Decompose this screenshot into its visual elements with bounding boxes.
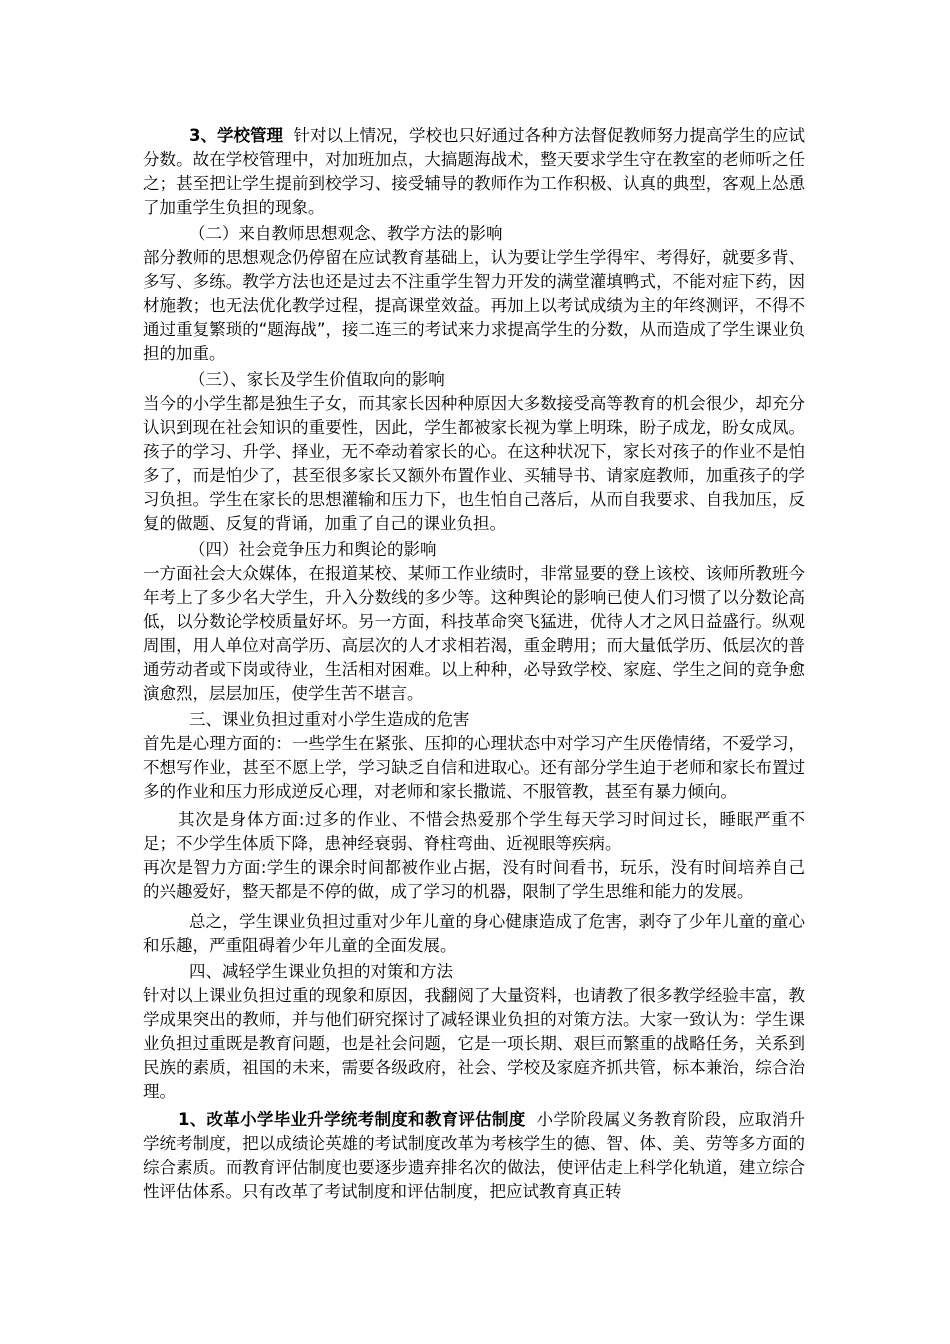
paragraph-text: 针对以上情况，学校也只好通过各种方法督促教师努力提高学生的应试分数。故在学校管理中，对加班加点，大搞题海战术，整天要求学生守在教室的老师听之任之；甚至把让学生提前到校学习、接受辅导的教师作为工作积极、认真的典型，客观上怂恿了加重学生负担的现象。 <box>143 126 805 217</box>
paragraph-countermeasures: 针对以上课业负担过重的现象和原因，我翻阅了大量资料，也请教了很多教学经验丰富，教学成果突出的教师，并与他们研究探讨了减轻课业负担的对策方法。大家一致认为：学生课业负担过重既是教育问题，也是社会问题，它是一项长期、艰巨而繁重的战略任务，关系到民族的素质，祖国的未来，需要各级政府，社会、学校及家庭齐抓共管，标本兼治，综合治理。 <box>143 986 805 1101</box>
section-heading-teacher-influence: （二）来自教师思想观念、教学方法的影响 <box>189 224 503 243</box>
paragraph-teacher-influence: 部分教师的思想观念仍停留在应试教育基础上，认为要让学生学得牢、考得好，就要多背、多写、多练。教学方法也还是过去不注重学生智力开发的满堂灌填鸭式，不能对症下药，因材施教；也无法优化教学过程，提高课堂效益。再加上以考试成绩为主的年终测评，不得不通过重复繁琐的“题海战”，接二连三的考试来力求提高学生的分数，从而造成了学生课业负担的加重。 <box>143 248 805 363</box>
document-body <box>143 124 805 1204</box>
paragraph-social-pressure: 一方面社会大众媒体，在报道某校、某师工作业绩时，非常显要的登上该校、该师所教班今年考上了多少名大学生，升入分数线的多少等。这种舆论的影响已使人们习惯了以分数论高低，以分数论学校质量好坏。另一方面，科技革命突飞猛进，优待人才之风日益盛行。纵观周围，用人单位对高学历、高层次的人才求相若渴，重金聘用；而大量低学历、低层次的普通劳动者或下岗或待业，生活相对困难。以上种种，必导致学校、家庭、学生之间的竞争愈演愈烈，层层加压，使学生苦不堪言。 <box>143 564 805 703</box>
subheading-exam-reform: 1、改革小学毕业升学统考制度和教育评估制度 <box>178 1110 526 1129</box>
paragraph-text: 小学阶段属义务教育阶段，应取消升学统考制度，把以成绩论英雄的考试制度改革为考核学生的德、智、体、美、劳等多方面的综合素质。而教育评估制度也要逐步遗弃排名次的做法，使评估走上科学化轨道，建立综合性评估体系。只有改革了考试制度和评估制度，把应试教育真正转 <box>143 1110 806 1201</box>
paragraph-psychological-harm: 首先是心理方面的：一些学生在紧张、压抑的心理状态中对学习产生厌倦情绪，不爱学习，不想写作业，甚至不愿上学，学习缺乏自信和进取心。还有部分学生迫于老师和家长布置过多的作业和压力形成逆反心理，对老师和家长撒谎、不服管教，甚至有暴力倾向。 <box>143 734 805 801</box>
paragraph-summary: 总之，学生课业负担过重对少年儿童的身心健康造成了危害，剥夺了少年儿童的童心和乐趣，严重阻碍着少年儿童的全面发展。 <box>143 912 805 955</box>
paragraph-school-management <box>143 124 805 220</box>
section-heading-parent-influence: （三）、家长及学生价值取向的影响 <box>189 370 445 389</box>
paragraph-parent-influence: 当今的小学生都是独生子女，而其家长因种种原因大多数接受高等教育的机会很少，却充分认识到现在社会知识的重要性，因此，学生都被家长视为掌上明珠，盼子成龙，盼女成凤。孩子的学习、升学、择业，无不牵动着家长的心。在这种状况下，家长对孩子的作业不是怕多了，而是怕少了，甚至很多家长又额外布置作业、买辅导书、请家庭教师，加重孩子的学习负担。学生在家长的思想灌输和压力下，也生怕自己落后，从而自我要求、自我加压，反复的做题、反复的背诵，加重了自己的课业负担。 <box>143 394 805 533</box>
section-heading-countermeasures: 四、减轻学生课业负担的对策和方法 <box>189 962 453 981</box>
paragraph-physical-harm: 其次是身体方面:过多的作业、不惜会热爱那个学生每天学习时间过长，睡眠严重不足；不少学生体质下降，患神经衰弱、脊柱弯曲、近视眼等疾病。 <box>143 810 805 853</box>
section-heading-social-pressure: （四）社会竞争压力和舆论的影响 <box>189 540 437 559</box>
paragraph-exam-reform <box>143 1108 805 1204</box>
subheading-school-management: 3、学校管理 <box>189 126 283 145</box>
section-heading-harm: 三、课业负担过重对小学生造成的危害 <box>189 710 470 729</box>
paragraph-intellectual-harm: 再次是智力方面:学生的课余时间都被作业占据，没有时间看书，玩乐，没有时间培养自己的兴趣爱好，整天都是不停的做，成了学习的机器，限制了学生思维和能力的发展。 <box>143 858 805 901</box>
